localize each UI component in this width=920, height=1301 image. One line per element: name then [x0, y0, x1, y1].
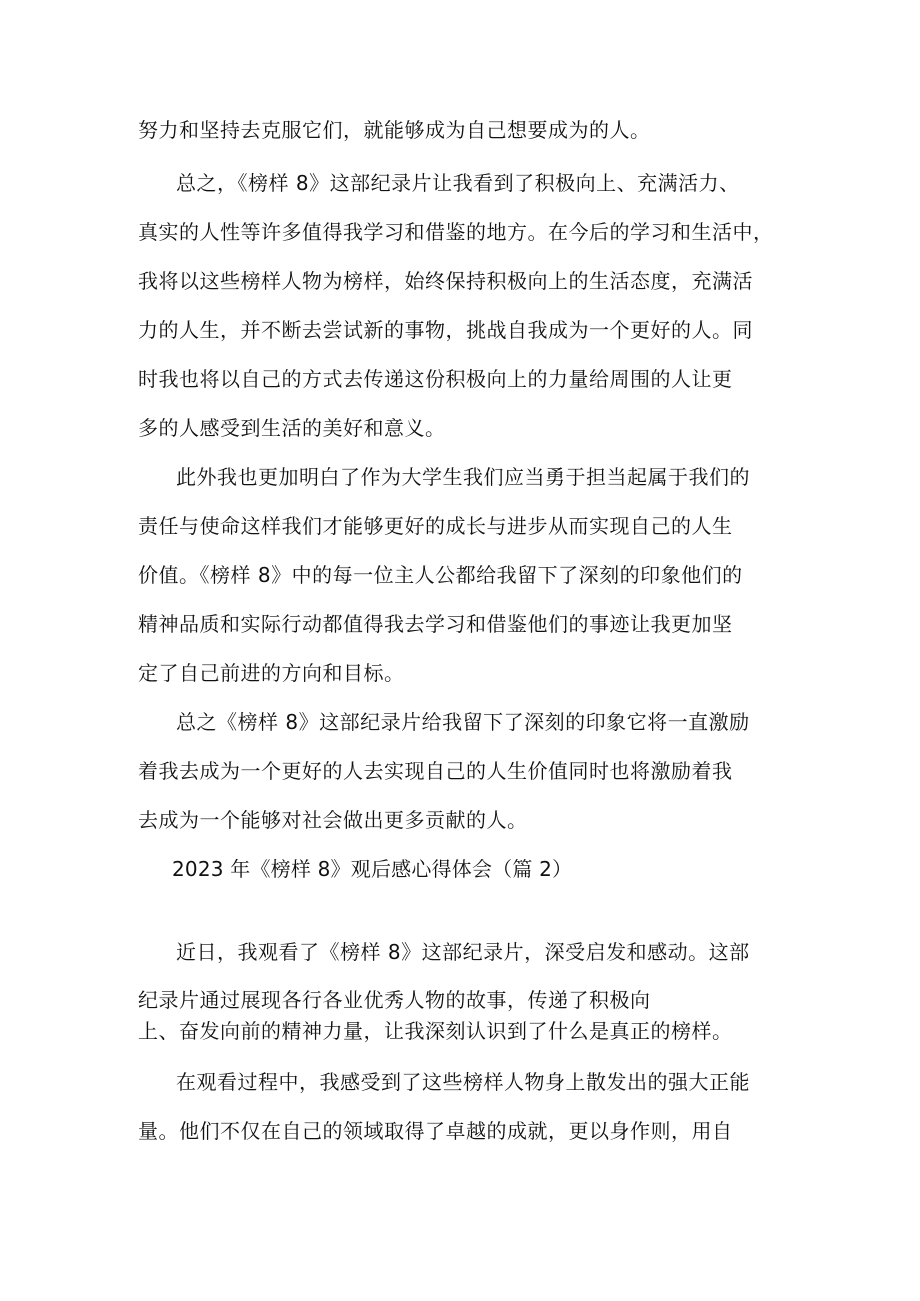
paragraph-line: 量。他们不仅在自己的领域取得了卓越的成就，更以身作则，用自	[138, 1119, 733, 1143]
paragraph-line: 着我去成为一个更好的人去实现自己的人生价值同时也将激励着我	[138, 759, 733, 783]
section-heading: 2023 年《榜样 8》观后感心得体会（篇 2）	[172, 857, 573, 881]
paragraph-line: 近日，我观看了《榜样 8》这部纪录片，深受启发和感动。这部	[176, 940, 750, 964]
paragraph-line: 力的人生，并不断去尝试新的事物，挑战自我成为一个更好的人。同	[138, 318, 753, 342]
paragraph-line: 总之《榜样 8》这部纪录片给我留下了深刻的印象它将一直激励	[176, 710, 750, 734]
paragraph-line: 在观看过程中，我感受到了这些榜样人物身上散发出的强大正能	[176, 1070, 750, 1094]
paragraph-line: 精神品质和实际行动都值得我去学习和借鉴他们的事迹让我更加坚	[138, 612, 733, 636]
paragraph-line: 多的人感受到生活的美好和意义。	[138, 416, 446, 440]
paragraph-line: 责任与使命这样我们才能够更好的成长与进步从而实现自己的人生	[138, 514, 733, 538]
paragraph-line: 真实的人性等许多值得我学习和借鉴的地方。在今后的学习和生活中，	[138, 220, 774, 244]
paragraph-line: 上、奋发向前的精神力量，让我深刻认识到了什么是真正的榜样。	[138, 1019, 733, 1043]
paragraph-line: 价值。《榜样 8》中的每一位主人公都给我留下了深刻的印象他们的	[138, 563, 743, 587]
paragraph-line: 时我也将以自己的方式去传递这份积极向上的力量给周围的人让更	[138, 367, 733, 391]
paragraph-line: 去成为一个能够对社会做出更多贡献的人。	[138, 808, 528, 832]
paragraph-line: 定了自己前进的方向和目标。	[138, 661, 405, 685]
paragraph-line: 纪录片通过展现各行各业优秀人物的故事，传递了积极向	[138, 988, 651, 1012]
paragraph-line: 总之，《榜样 8》这部纪录片让我看到了积极向上、充满活力、	[176, 171, 740, 195]
paragraph-line: 此外我也更加明白了作为大学生我们应当勇于担当起属于我们的	[176, 465, 750, 489]
paragraph-line: 我将以这些榜样人物为榜样，始终保持积极向上的生活态度，充满活	[138, 269, 753, 293]
paragraph-line: 努力和坚持去克服它们，就能够成为自己想要成为的人。	[138, 118, 651, 142]
